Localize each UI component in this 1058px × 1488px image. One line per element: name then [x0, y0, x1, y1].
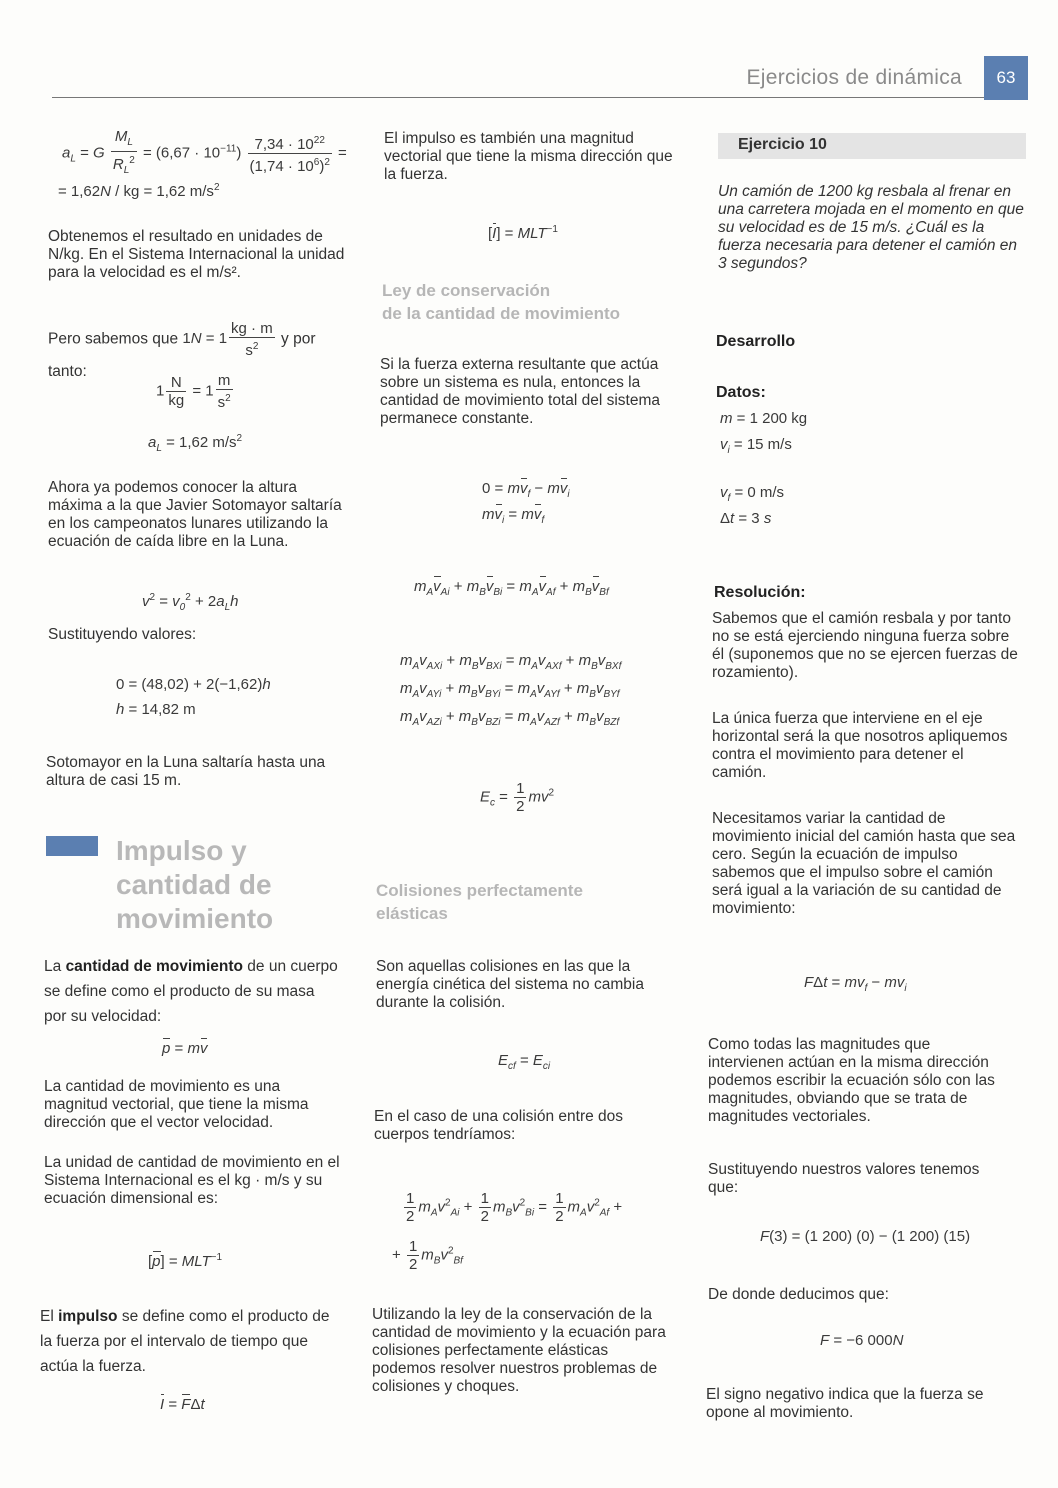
paragraph-variar: Necesitamos variar la cantidad de movimiento inicial del camión hasta que sea cero. Según la ecuación de impulso sabemos que el impulso sobre el camión será igual a la variación de su cantidad de movimiento:: [712, 810, 1016, 917]
paragraph-unica-fuerza: La única fuerza que interviene en el eje horizontal será la que nosotros apliquemos contra el movimiento para detener el camión.: [712, 710, 1008, 781]
section-marker: [46, 836, 98, 856]
equation-gravity-result: = 1,62N / kg = 1,62 $m/s^2$: [58, 182, 220, 200]
section-title-line-2: cantidad de: [116, 869, 272, 900]
equation-substituted: F(3) = (1 200) (0) − (1 200) (15): [760, 1228, 971, 1245]
subheading-conservacion-2: de la cantidad de movimiento: [382, 304, 621, 323]
equation-y-components: $m_Av_{AYi} + m_Bv_{BYi} = m_Av_{AYf} + m_Bv_{BYf}$: [400, 680, 620, 700]
term-cantidad-movimiento: cantidad de movimiento: [65, 958, 243, 975]
equation-energy-conservation: $E_{cf} = E_{ci}$: [498, 1052, 551, 1072]
running-header-title: Ejercicios de dinámica: [746, 66, 962, 89]
paragraph-sustituyendo-valores: Sustituyendo nuestros valores tenemos que:: [708, 1161, 980, 1196]
paragraph-altura: Ahora ya podemos conocer la altura máxima a la que Javier Sotomayor saltaría en los campeonatos lunares utilizando la ecuación de caída libre en la Luna.: [48, 479, 342, 550]
subheading-conservacion-1: Ley de conservación: [382, 281, 551, 300]
heading-desarrollo: Desarrollo: [716, 333, 796, 350]
paragraph-vectorial: La cantidad de movimiento es una magnitud vectorial, que tiene la misma dirección que el vector velocidad.: [44, 1078, 309, 1131]
equation-elastic-2: + $\frac{1}{2}$ $m_Bv^2_{Bf}$: [392, 1238, 463, 1273]
paragraph-cantidad-movimiento: [44, 954, 340, 1029]
section-title-line-3: movimiento: [116, 903, 274, 934]
equation-height: h = 14,82 m: [116, 701, 196, 718]
exercise-statement: Un camión de 1200 kg resbala al frenar en una carretera mojada en el momento en que su velocidad es de 15 m/s. ¿Cuál es la fuerza necesaria para detener el camión en 3 segundos?: [718, 183, 1024, 272]
paragraph-impulso: [40, 1304, 330, 1379]
paragraph-signo-negativo: El signo negativo indica que la fuerza se opone al movimiento.: [706, 1386, 984, 1421]
paragraph-utilizando: Utilizando la ley de la conservación de la cantidad de movimiento y la ecuación para colisiones perfectamente elásticas podemos resolver nuestros problemas de colisiones y choques.: [372, 1306, 666, 1395]
equation-al: $a_L = 1,62$ $m/s^2$: [148, 433, 243, 454]
equation-conservation-2: $mv_i = mv_f$: [482, 506, 545, 526]
equation-force-result: F = −6 000N: [820, 1332, 904, 1349]
data-dt: Δt = 3 s: [720, 510, 772, 527]
paragraph-newton-b: y por tanto:: [48, 330, 316, 380]
text-definicion-impulso: se define como el producto de la fuerza por el intervalo de tiempo que actúa la fuerza.: [40, 1308, 330, 1375]
equation-x-components: $m_Av_{AXi} + m_Bv_{BXi} = m_Av_{AXf} + m_Bv_{BXf}$: [400, 652, 622, 672]
heading-resolucion: Resolución:: [714, 584, 806, 601]
equation-z-components: $m_Av_{AZi} + m_Bv_{BZi} = m_Av_{AZf} + m_Bv_{BZf}$: [400, 708, 620, 728]
paragraph-conclusion: Sotomayor en la Luna saltaría hasta una altura de casi 15 m.: [46, 754, 326, 789]
data-vi: $v_i = 15$ m/s: [720, 436, 792, 456]
term-impulso: impulso: [58, 1308, 118, 1325]
header-rule: [52, 97, 984, 98]
page-number-badge: 63: [984, 56, 1028, 100]
equation-newton-def: 1N = 1 $\frac{kg \cdot m}{s^2}$: [182, 320, 273, 359]
equation-free-fall: $v^2 = v_0^2 + 2a_Lh$: [142, 592, 239, 613]
paragraph-deducimos: De donde deducimos que:: [708, 1286, 889, 1303]
exercise-label: Ejercicio 10: [738, 136, 827, 153]
paragraph-newton-a: Pero sabemos que: [48, 330, 179, 348]
subheading-colisiones-2: elásticas: [376, 904, 448, 923]
section-title-line-1: Impulso y: [116, 835, 247, 866]
data-mass: m = 1 200 kg: [720, 410, 808, 427]
equation-elastic-1: $\frac{1}{2}$ $m_Av^2_{Ai}$ + $\frac{1}{2}$ $m_Bv^2_{Bi}$ = $\frac{1}{2}$ $m_Av^2_{Af}$ +: [406, 1190, 623, 1225]
paragraph-sustituyendo: Sustituyendo valores:: [48, 626, 197, 643]
equation-impulse-change: $F\Delta t = mv_f - mv_i$: [804, 974, 907, 994]
paragraph-magnitudes: Como todas las magnitudes que intervienen actúan en la misma dirección podemos escribir la ecuación sólo con las magnitudes, obviando que se trata de magnitudes vectoriales.: [708, 1036, 995, 1125]
equation-momentum: p = mv: [162, 1040, 208, 1057]
equation-dimension-p: $[p] = MLT^{-1}$: [148, 1252, 223, 1270]
paragraph-unidad: La unidad de cantidad de movimiento en el Sistema Internacional es el kg · m/s y su ecuación dimensional es:: [44, 1154, 340, 1207]
text-la: La: [44, 958, 62, 975]
paragraph-units: Obtenemos el resultado en unidades de N/kg. En el Sistema Internacional la unidad para la velocidad es el m/s².: [48, 228, 345, 281]
equation-two-bodies: $m_Av_{Ai} + m_Bv_{Bi} = m_Av_{Af} + m_Bv_{Bf}$: [414, 578, 609, 598]
text-el: El: [40, 1308, 54, 1325]
equation-dimension-impulse: $[I] = MLT^{-1}$: [488, 224, 558, 242]
equation-n-kg: 1 $\frac{N}{kg}$ = 1 $\frac{m}{s^2}$: [156, 372, 231, 411]
subheading-colisiones-1: Colisiones perfectamente: [376, 881, 583, 900]
paragraph-conservacion: Si la fuerza externa resultante que actúa sobre un sistema es nula, entonces la cantidad de movimiento total del sistema permanece constante.: [380, 356, 661, 427]
text-definicion-p: de un cuerpo se define como el producto de su masa por su velocidad:: [44, 958, 338, 1025]
equation-gravity-moon: $a_L = G$ $\frac{M_L}{R_L^2}$ = $(6,67 \cdot 10^{-11})$ $\frac{7,34 \cdot 10^{22}}{(1,74 \cdot 10^6)^2}$ =: [62, 128, 347, 176]
equation-impulse: I = FΔt: [160, 1396, 205, 1413]
paragraph-resbala: Sabemos que el camión resbala y por tanto no se está ejerciendo ninguna fuerza sobre él (suponemos que no se ejercen fuerzas de rozamiento).: [712, 610, 1018, 681]
heading-datos: Datos:: [716, 384, 766, 401]
equation-conservation-1: $0 = mv_f - mv_i$: [482, 480, 570, 500]
exercise-label-box: [718, 133, 1026, 159]
paragraph-impulso-vectorial: El impulso es también una magnitud vectorial que tiene la misma dirección que la fuerza.: [384, 130, 673, 183]
equation-kinetic-energy: $E_c$ = $\frac{1}{2}$ $mv^2$: [480, 780, 555, 815]
paragraph-colisiones: Son aquellas colisiones en las que la energía cinética del sistema no cambia durante la colisión.: [376, 958, 644, 1011]
equation-substitution: 0 = (48,02) + 2(−1,62)h: [116, 676, 271, 693]
data-vf: $v_f = 0$ m/s: [720, 484, 785, 504]
paragraph-dos-cuerpos: En el caso de una colisión entre dos cuerpos tendríamos:: [374, 1108, 624, 1143]
